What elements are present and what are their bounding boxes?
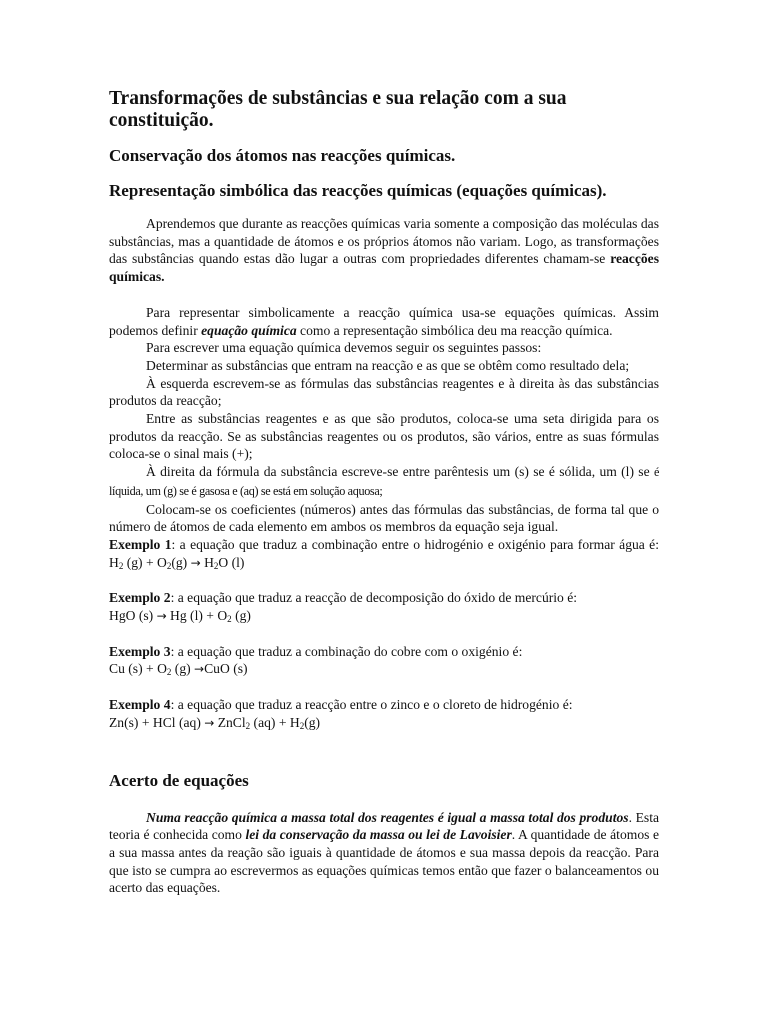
- document-title: Transformações de substâncias e sua relação com a sua constituição.: [109, 88, 567, 131]
- example-4: Exemplo 4: a equação que traduz a reacção entre o zinco e o cloreto de hidrogénio é:: [109, 697, 573, 713]
- example-3: Exemplo 3: a equação que traduz a combinação do cobre com o oxigénio é:: [109, 643, 523, 659]
- term-reaccoes-quimicas: reacções químicas.: [109, 251, 659, 285]
- reaction-arrow: →: [156, 609, 167, 624]
- example-label: Exemplo 2: [109, 590, 171, 606]
- step-5: Colocam-se os coeficientes (números) antes das fórmulas das substâncias, de forma tal que o número de átomos de cada elemento em ambos os membros da equação seja igual.: [109, 501, 659, 535]
- reaction-arrow: →: [204, 715, 215, 730]
- chemical-equation: $H_2$ $(g) + O_2(g) \to H_2O$ (l): [109, 554, 245, 571]
- definition-paragraph: Para representar simbolicamente a reacção química usa-se equações químicas. Assim podemos definir equação química como a representação simbólica deu ma reacção química.: [109, 304, 659, 338]
- example-1: Exemplo 1: a equação que traduz a combinação entre o hidrogénio e oxigénio para formar água é: $H_2$ $(g) + O_2(g) \to H_2O$ (l): [109, 536, 659, 571]
- step-4: À direita da fórmula da substância escreve-se entre parêntesis um (s) se é sólida, um (l) se é líquida, um (g) se é gasosa e (aq) se está em solução aquosa;: [109, 464, 659, 498]
- acerto-paragraph: Numa reacção química a massa total dos reagentes é igual a massa total dos produtos. Esta teoria é conhecida como lei da conservação da massa ou lei de Lavoisier. A quantidade de átomos e a sua massa antes da reação são iguais à quantidade de átomos e sua massa depois da reacção. Para que isto se cumpra ao escrevermos as equações químicas temos então que fazer o balanceamentos ou acerto das equações.: [109, 809, 659, 896]
- intro-paragraph: Aprendemos que durante as reacções químicas varia somente a composição das moléculas das substâncias, mas a quantidade de átomos e os próprios átomos não variam. Logo, as transformações das substâncias quando estas dão lugar a outras com propriedades diferentes chamam-se reacções químicas.: [109, 216, 659, 285]
- example-label: Exemplo 1: [109, 536, 172, 552]
- chemical-equation: HgO (s) → Hg $(l) + O_2$ (g): [109, 608, 251, 625]
- mass-law-statement: Numa reacção química a massa total dos reagentes é igual a massa total dos produtos: [146, 809, 629, 825]
- section-heading-acerto: Acerto de equações: [109, 770, 249, 790]
- reaction-arrow: →: [190, 555, 201, 570]
- step-1: Determinar as substâncias que entram na reacção e as que se obtêm como resultado dela;: [146, 357, 630, 373]
- term-lei-lavoisier: lei da conservação da massa ou lei de Lavoisier: [245, 827, 512, 843]
- chemical-equation: Zn(s) + HCl (aq) → ZnCl$_2$ $(aq) + H_2(g)$: [109, 714, 321, 731]
- term-equacao-quimica: equação química: [201, 322, 297, 338]
- example-label: Exemplo 3: [109, 643, 171, 659]
- steps-intro: Para escrever uma equação química devemos seguir os seguintes passos:: [146, 340, 542, 356]
- section-heading-conservacao: Conservação dos átomos nas reacções químicas.: [109, 146, 456, 165]
- section-heading-representacao: Representação simbólica das reacções químicas (equações químicas).: [109, 181, 607, 200]
- document-content: [109, 88, 659, 897]
- chemical-equation: Cu $(s) + O_2$ (g) →CuO (s): [109, 661, 248, 678]
- step-3: Entre as substâncias reagentes e as que são produtos, coloca-se uma seta dirigida para os produtos da reacção. Se as substâncias reagentes ou os produtos, são vários, entre as suas fórmulas coloca-se o sinal mais (+);: [109, 411, 660, 462]
- example-label: Exemplo 4: [109, 697, 171, 713]
- step-2: À esquerda escrevem-se as fórmulas das substâncias reagentes e à direita às das substâncias produtos da reacção;: [109, 375, 659, 409]
- example-2: Exemplo 2: a equação que traduz a reacção de decomposição do óxido de mercúrio é:: [109, 590, 578, 606]
- reaction-arrow: →: [194, 662, 205, 677]
